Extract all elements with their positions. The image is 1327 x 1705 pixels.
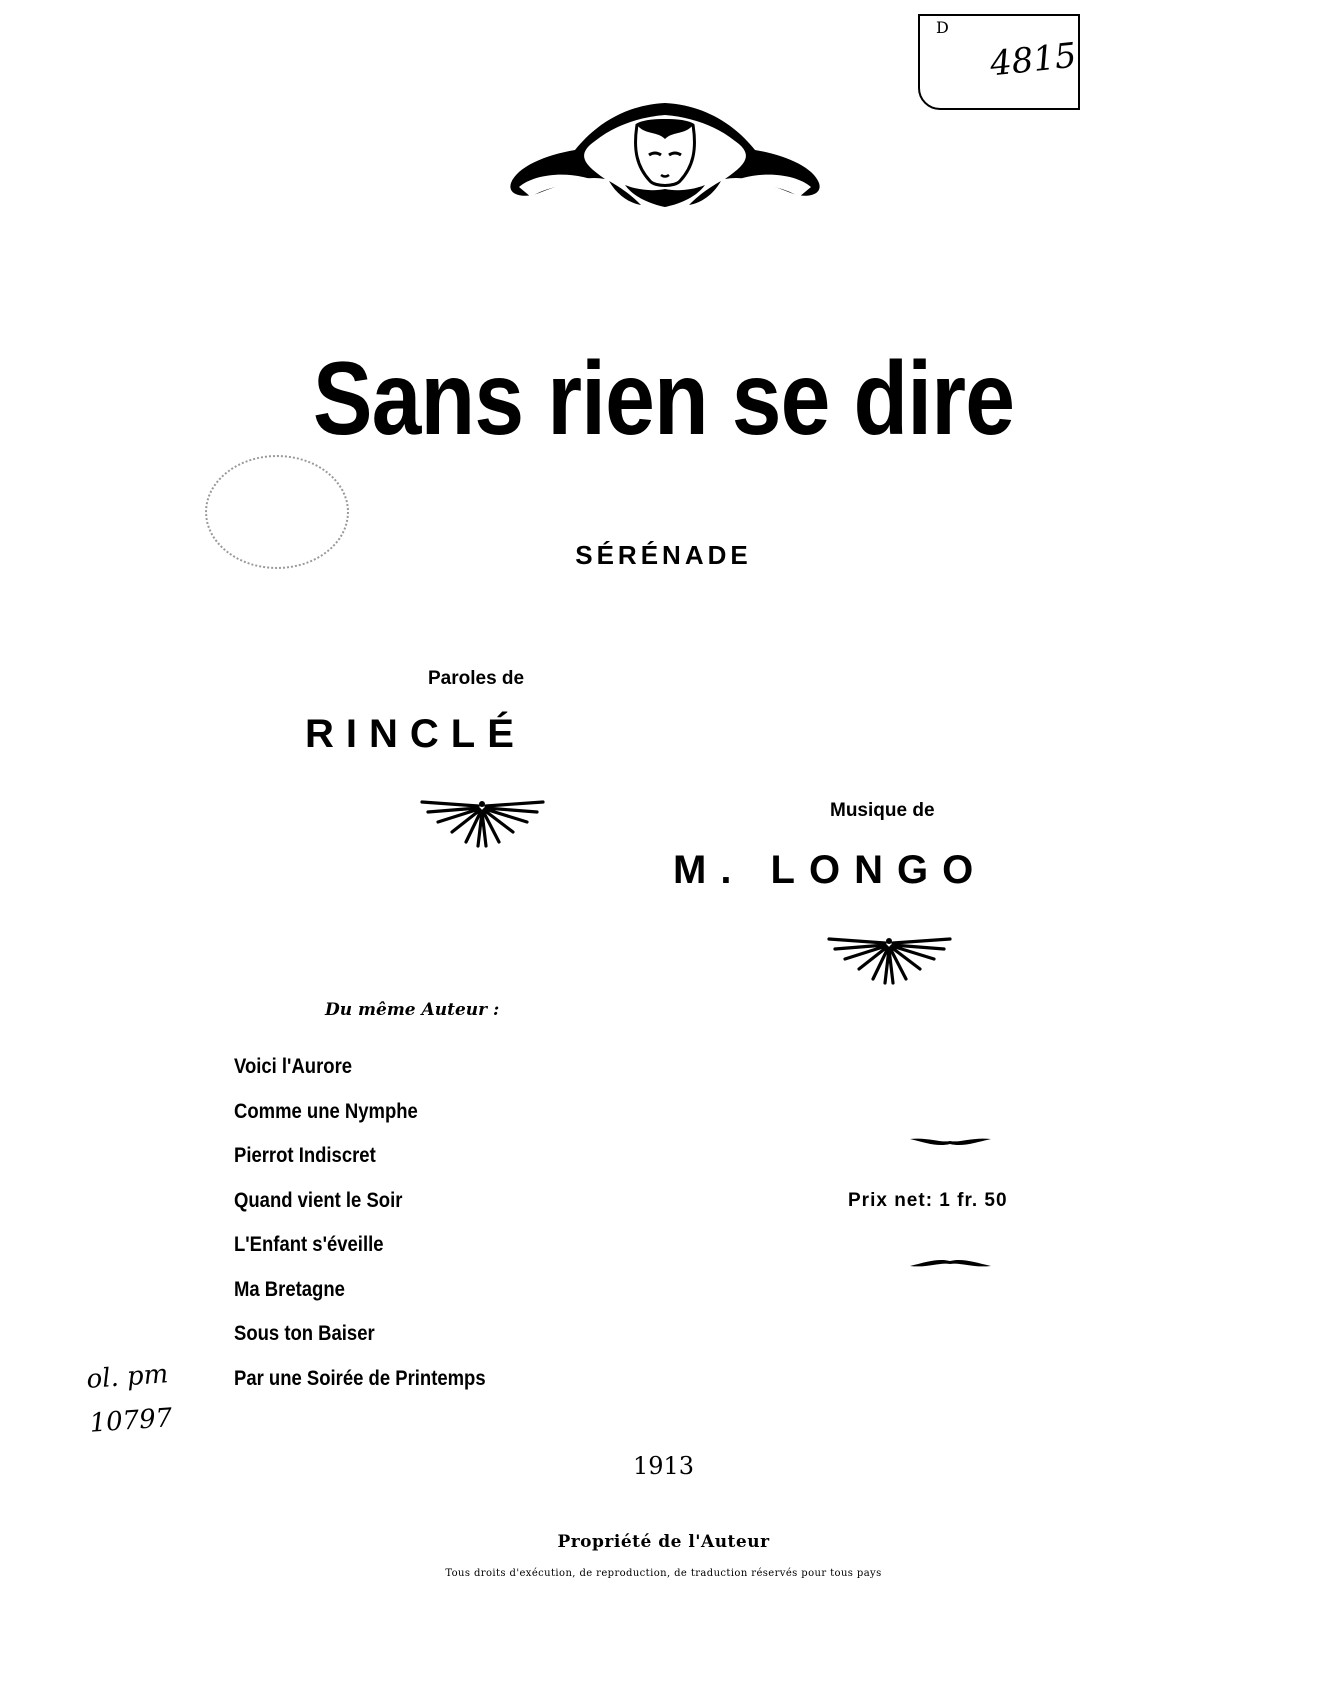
work-item: Quand vient le Soir (234, 1188, 403, 1212)
year: 1913 (632, 1452, 695, 1480)
price: Prix net: 1 fr. 50 (848, 1190, 1008, 1211)
swash-ornament (908, 1258, 993, 1272)
works-list (234, 1045, 520, 1401)
ownership-notice: Propriété de l'Auteur (557, 1532, 770, 1552)
swash-ornament (908, 1133, 993, 1147)
art-nouveau-head-ornament (505, 95, 825, 215)
work-item: Ma Bretagne (234, 1277, 345, 1301)
fan-ornament (827, 935, 952, 985)
library-stamp (205, 455, 349, 569)
work-item: Pierrot Indiscret (234, 1144, 376, 1167)
rights-notice: Tous droits d'exécution, de reproduction, de traduction réservés pour tous pays (445, 1568, 882, 1579)
call-number-line: ol. pm (85, 1359, 170, 1395)
handwritten-call-number (85, 1352, 174, 1446)
subtitle: SÉRÉNADE (575, 540, 752, 570)
song-title: Sans rien se dire (312, 341, 1015, 457)
lyricist-name: RINCLÉ (305, 712, 526, 756)
fan-ornament (420, 798, 545, 848)
work-item: L'Enfant s'éveille (234, 1233, 384, 1256)
archive-stamp-letter: D (936, 18, 949, 37)
archive-stamp-number: 4815 (988, 35, 1079, 85)
music-label: Musique de (830, 800, 935, 821)
composer-name: M. LONGO (673, 848, 988, 892)
same-author-heading: Du même Auteur : (325, 1000, 500, 1020)
work-item: Voici l'Aurore (234, 1055, 353, 1078)
call-number-line: 10797 (88, 1403, 174, 1439)
lyrics-label: Paroles de (428, 668, 525, 689)
work-item: Sous ton Baiser (234, 1322, 375, 1345)
work-item: Comme une Nymphe (234, 1099, 418, 1123)
work-item: Par une Soirée de Printemps (234, 1366, 486, 1390)
